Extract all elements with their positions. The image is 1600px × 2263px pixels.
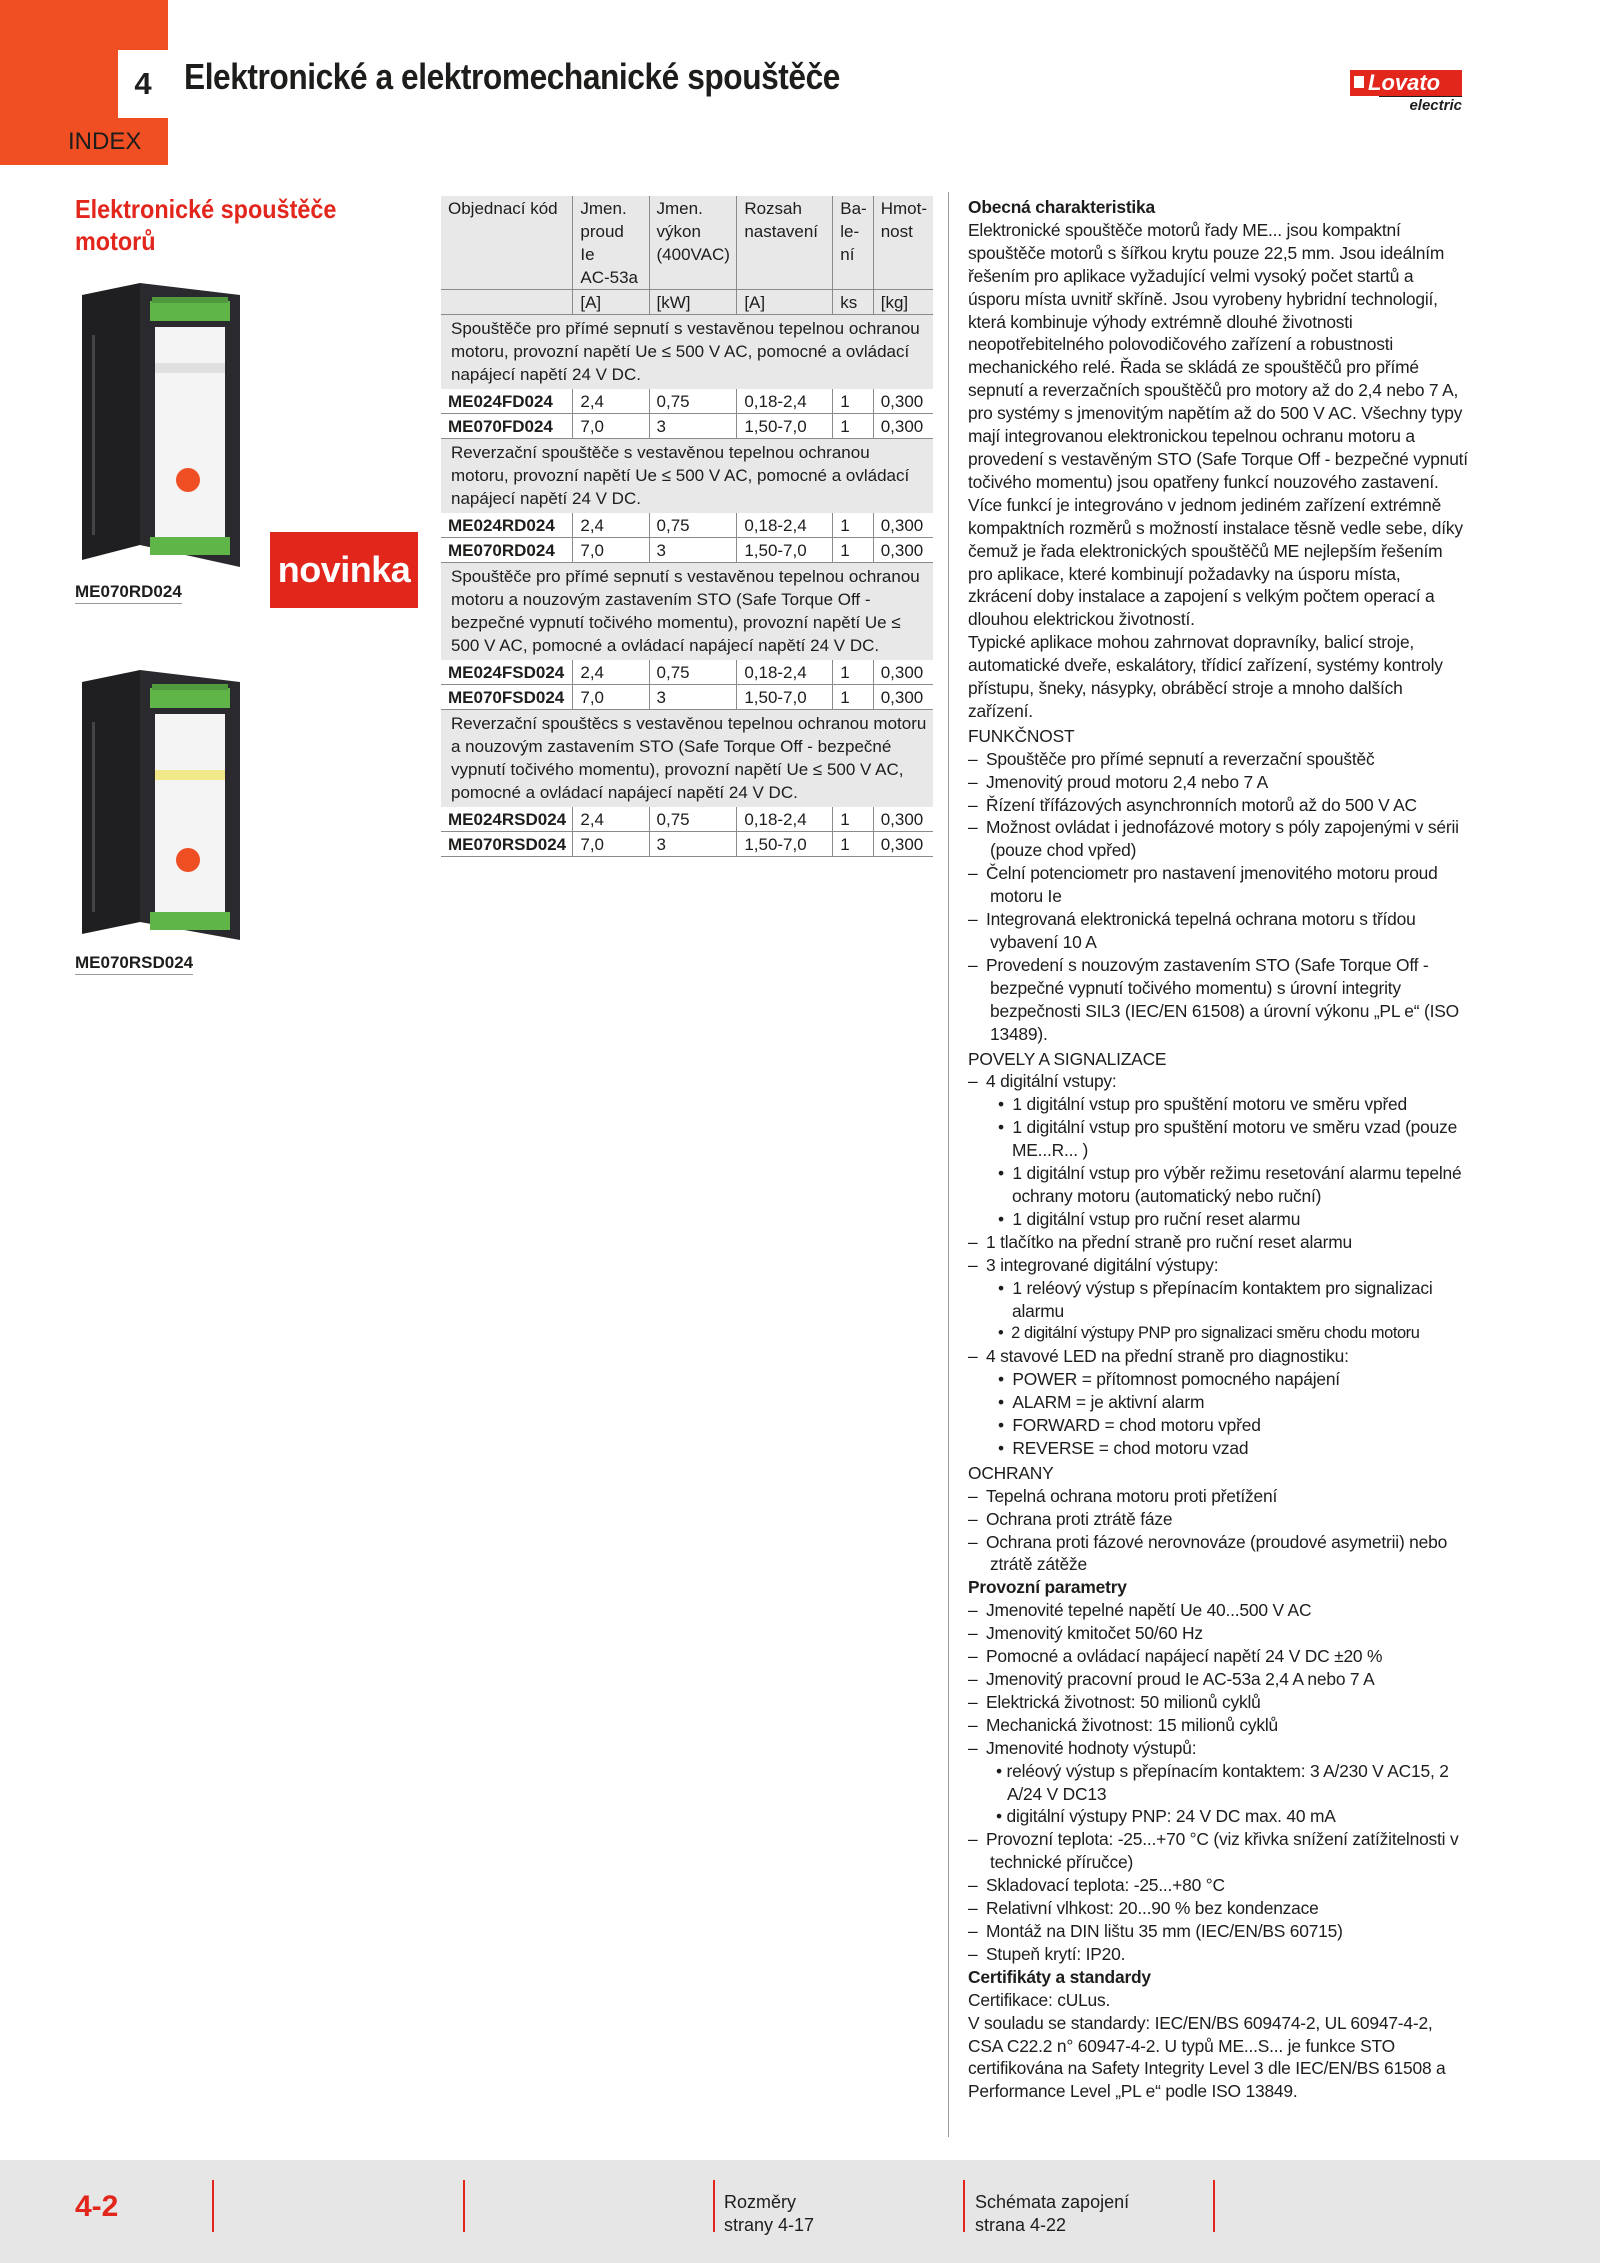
unit-cell: [441, 290, 573, 315]
header-line: Jmen.: [656, 199, 703, 218]
list-item: – Tepelná ochrana motoru proti přetížení: [968, 1485, 1278, 1506]
table-row: [441, 513, 933, 538]
order-code-cell: ME070FSD024: [441, 685, 573, 710]
table-row: [441, 660, 933, 685]
list-item: – Provozní teplota: -25...+70 °C (viz křivka snížení zatížitelnosti v technické příručce): [968, 1829, 1459, 1873]
list-item: – Mechanická životnost: 15 milionů cyklů: [968, 1714, 1279, 1735]
group-description-row: [441, 439, 933, 514]
section-title: Elektronické spouštěče motorů: [75, 194, 337, 256]
group-description: Reverzační spouštěče s vestavěnou tepelnou ochranou motoru, provozní napětí Ue ≤ 500 V AC, pomocné a ovládací napájecí napětí 24 V DC.: [441, 439, 933, 514]
table-row: [441, 538, 933, 563]
table-cell: 1: [833, 414, 873, 439]
sub-list-item: • ALARM = je aktivní alarm: [998, 1392, 1205, 1413]
product-image-me070rsd024: [70, 662, 250, 942]
paragraph: Elektronické spouštěče motorů řady ME... jsou kompaktní spouštěče motorů s šířkou krytu pouze 22,5 mm. Jsou ideálním řešením pro aplikace vyžadující velmi vysoký počet startů a úsporu místa uvnitř skříně. Jsou vyrobeny hybridní technologií, která kombinuje výhody extrémně dlouhé životnosti neopotřebitelného polovodičového zařízení a robustnosti mechanického relé. Řada se skládá ze spouštěčů pro přímé sepnutí a reverzačních spouštěčů pro motory až do 2,4 nebo 7 A, pro systémy s jmenovitým napětím až do 500 V AC. Všechny typy mají integrovanou elektronickou tepelnou ochranu motoru a provedení s vestavěným STO (Safe Torque Off - bezpečné vypnutí točivého momentu) jsou opatřeny funkcí nouzového zastavení.: [968, 219, 1468, 492]
unit-cell: [kg]: [873, 290, 933, 315]
sub-list-item: • REVERSE = chod motoru vzad: [998, 1437, 1249, 1458]
order-code-cell: ME070FD024: [441, 414, 573, 439]
list-item: – 1 tlačítko na přední straně pro ruční reset alarmu: [968, 1231, 1352, 1252]
logo-brand: Lovato: [1368, 70, 1441, 95]
list-item: – Ochrana proti fázové nerovnováze (proudové asymetrii) nebo ztrátě zátěže: [968, 1531, 1448, 1575]
header-line: nost: [880, 222, 913, 241]
section-heading: Certifikáty a standardy: [968, 1966, 1151, 1987]
paragraph: Certifikace: cULus.: [968, 1989, 1111, 2010]
table-cell: 0,75: [649, 660, 737, 685]
list-item: – Ochrana proti ztrátě fáze: [968, 1508, 1173, 1529]
footer-divider: [963, 2180, 965, 2232]
list-item: – Integrovaná elektronická tepelná ochrana motoru s třídou vybavení 10 A: [968, 909, 1416, 952]
table-cell: 1,50-7,0: [737, 685, 833, 710]
dimensions-title: Rozměry: [724, 2192, 797, 2212]
table-cell: 1,50-7,0: [737, 832, 833, 857]
group-description: Reverzační spouštěcs s vestavěnou tepelnou ochranou motoru a nouzovým zastavením STO (Safe Torque Off - bezpečné vypnutí točivého momentu), provozní napětí Ue ≤ 500 V AC, pomocné a ovládací napájecí napětí 24 V DC.: [441, 710, 933, 808]
order-code-cell: ME024FD024: [441, 389, 573, 414]
sub-list-item: • 1 digitální vstup pro spuštění motoru ve směru vzad (pouze ME...R... ): [998, 1117, 1458, 1161]
table-cell: 1: [833, 389, 873, 414]
list-item: – Čelní potenciometr pro nastavení jmenovitého motoru proud motoru Ie: [968, 863, 1438, 907]
description-column: [968, 196, 1468, 2103]
list-item: – Relativní vlhkost: 20...90 % bez kondenzace: [968, 1898, 1319, 1919]
dimensions-pages: strany 4-17: [724, 2215, 815, 2235]
table-cell: 2,4: [573, 807, 649, 832]
wiring-title: Schémata zapojení: [975, 2192, 1130, 2212]
list-item: – Pomocné a ovládací napájecí napětí 24 V DC ±20 %: [968, 1646, 1383, 1667]
page-number: 4-2: [75, 2190, 119, 2223]
wiring-reference[interactable]: [975, 2191, 1129, 2237]
footer-divider: [212, 2180, 214, 2232]
table-cell: 1: [833, 807, 873, 832]
table-cell: 0,300: [873, 538, 933, 563]
list-item: – Jmenovitý kmitočet 50/60 Hz: [968, 1623, 1203, 1644]
footer-divider: [463, 2180, 465, 2232]
table-cell: 0,75: [649, 807, 737, 832]
product-caption: ME070RD024: [75, 582, 182, 604]
table-header-row: [441, 196, 933, 290]
table-cell: 1,50-7,0: [737, 414, 833, 439]
table-units-row: [441, 290, 933, 315]
section-heading: Provozní parametry: [968, 1577, 1127, 1598]
order-code-cell: ME070RSD024: [441, 832, 573, 857]
list-item: – 3 integrované digitální výstupy:: [968, 1254, 1219, 1275]
unit-cell: [A]: [573, 290, 649, 315]
unit-cell: [A]: [737, 290, 833, 315]
product-caption: ME070RSD024: [75, 953, 193, 975]
table-cell: 0,300: [873, 807, 933, 832]
table-cell: 7,0: [573, 414, 649, 439]
table-cell: 1: [833, 513, 873, 538]
table-row: [441, 832, 933, 857]
list-item: – 4 digitální vstupy:: [968, 1071, 1117, 1092]
table-cell: 0,300: [873, 513, 933, 538]
header-line: AC-53a: [580, 268, 639, 287]
list-item: – Elektrická životnost: 50 milionů cyklů: [968, 1691, 1261, 1712]
list-item: – Jmenovitý pracovní proud Ie AC-53a 2,4 A nebo 7 A: [968, 1669, 1375, 1689]
paragraph: Typické aplikace mohou zahrnovat dopravníky, balicí stroje, automatické dveře, eskalátory, třídicí zařízení, systémy kontroly přístupu, šneky, násypky, obráběcí stroje a mnoho dalších zařízení.: [968, 632, 1443, 721]
header-line: ní: [840, 245, 855, 264]
subsection-heading: FUNKČNOST: [968, 725, 1075, 746]
table-header-cell: [737, 196, 833, 290]
list-item: – Možnost ovládat i jednofázové motory s póly zapojenými v sérii (pouze chod vpřed): [968, 817, 1459, 861]
order-code-cell: ME024RD024: [441, 513, 573, 538]
table-cell: 7,0: [573, 832, 649, 857]
group-description-row: [441, 710, 933, 808]
table-cell: 0,300: [873, 414, 933, 439]
list-item: – 4 stavové LED na přední straně pro diagnostiku:: [968, 1346, 1349, 1367]
header-line: Objednací kód: [448, 199, 558, 218]
table-cell: 1: [833, 660, 873, 685]
table-cell: 3: [649, 538, 737, 563]
chapter-title: Elektronické a elektromechanické spouštěče: [184, 56, 840, 97]
table-cell: 7,0: [573, 685, 649, 710]
table-cell: 2,4: [573, 660, 649, 685]
table-cell: 1: [833, 832, 873, 857]
header-line: Hmot-: [880, 199, 927, 218]
order-code-cell: ME024FSD024: [441, 660, 573, 685]
sub-list-item: • 1 digitální vstup pro výběr režimu resetování alarmu tepelné ochrany motoru (automatický nebo ruční): [998, 1163, 1462, 1206]
table-cell: 7,0: [573, 538, 649, 563]
table-cell: 0,300: [873, 660, 933, 685]
logo-sub: electric: [1379, 96, 1462, 114]
product-table: [441, 196, 933, 857]
sub-list-item: • FORWARD = chod motoru vpřed: [998, 1415, 1261, 1436]
header-line: (400VAC): [656, 245, 730, 264]
sub-list-item: • 1 digitální vstup pro ruční reset alarmu: [998, 1208, 1301, 1229]
table-row: [441, 389, 933, 414]
table-header-cell: [649, 196, 737, 290]
column-divider: [948, 192, 949, 2137]
table-row: [441, 685, 933, 710]
list-item: – Řízení třífázových asynchronních motorů až do 500 V AC: [968, 794, 1417, 815]
header-line: nastavení: [744, 222, 819, 241]
unit-cell: ks: [833, 290, 873, 315]
sub-list-item: • 1 digitální vstup pro spuštění motoru ve směru vpřed: [998, 1094, 1408, 1115]
sub-list-item: • POWER = přítomnost pomocného napájení: [998, 1369, 1340, 1390]
list-item: – Stupeň krytí: IP20.: [968, 1943, 1126, 1964]
table-header-cell: [873, 196, 933, 290]
list-item: – Provedení s nouzovým zastavením STO (Safe Torque Off - bezpečné vypnutí točivého momentu) s úrovní integrity bezpečnosti SIL3 (IEC/EN 61508) a úrovní výkonu „PL e“ (ISO 13489).: [968, 954, 1459, 1044]
group-description: Spouštěče pro přímé sepnutí s vestavěnou tepelnou ochranou motoru a nouzovým zastavením STO (Safe Torque Off - bezpečné vypnutí točivého momentu), provozní napětí Ue ≤ 500 V AC, pomocné a ovládací napájecí napětí 24 V DC.: [441, 563, 933, 661]
subsection-heading: POVELY A SIGNALIZACE: [968, 1048, 1167, 1069]
table-cell: 2,4: [573, 513, 649, 538]
product-image-me070rd024: [70, 275, 250, 570]
table-row: [441, 807, 933, 832]
table-cell: 3: [649, 414, 737, 439]
table-header-cell: [441, 196, 573, 290]
header-line: Rozsah: [744, 199, 802, 218]
table-cell: 2,4: [573, 389, 649, 414]
table-cell: 0,18-2,4: [737, 513, 833, 538]
table-cell: 0,300: [873, 685, 933, 710]
header-line: proud Ie: [580, 222, 624, 264]
list-item: – Jmenovité tepelné napětí Ue 40...500 V AC: [968, 1600, 1312, 1621]
table-cell: 0,300: [873, 832, 933, 857]
paragraph: V souladu se standardy: IEC/EN/BS 609474-2, UL 60947-4-2, CSA C22.2 n° 60947-4-2. U typů ME...S... je funkce STO certifikována na Safety Integrity Level 3 dle IEC/EN/BS 61508 a Performance Level „PL e“ podle ISO 13849.: [968, 2012, 1446, 2102]
table-cell: 0,75: [649, 389, 737, 414]
subsection-heading: OCHRANY: [968, 1462, 1054, 1483]
list-item: – Jmenovité hodnoty výstupů:: [968, 1737, 1197, 1758]
section-heading: Obecná charakteristika: [968, 197, 1155, 217]
footer-divider: [713, 2180, 715, 2232]
wiring-page: strana 4-22: [975, 2215, 1067, 2235]
list-item: – Skladovací teplota: -25...+80 °C: [968, 1875, 1225, 1896]
sub-list-item: • digitální výstupy PNP: 24 V DC max. 40 mA: [996, 1806, 1336, 1827]
table-cell: 0,18-2,4: [737, 389, 833, 414]
sub-list-item: • reléový výstup s přepínacím kontaktem: 3 A/230 V AC15, 2 A/24 V DC13: [996, 1760, 1449, 1804]
list-item: – Spouštěče pro přímé sepnutí a reverzační spouštěč: [968, 748, 1375, 769]
table-cell: 0,75: [649, 513, 737, 538]
new-badge: novinka: [270, 532, 418, 608]
table-row: [441, 414, 933, 439]
table-cell: 3: [649, 685, 737, 710]
header-line: výkon: [656, 222, 701, 241]
group-description-row: [441, 315, 933, 390]
list-item: – Montáž na DIN lištu 35 mm (IEC/EN/BS 60715): [968, 1920, 1343, 1941]
lovato-logo: [1350, 70, 1462, 114]
table-cell: 3: [649, 832, 737, 857]
table-cell: 0,18-2,4: [737, 807, 833, 832]
order-code-cell: ME024RSD024: [441, 807, 573, 832]
header-line: Jmen.: [580, 199, 627, 218]
table-cell: 1: [833, 538, 873, 563]
table-cell: 0,18-2,4: [737, 660, 833, 685]
group-description-row: [441, 563, 933, 661]
table-header-cell: [833, 196, 873, 290]
table-header-cell: [573, 196, 649, 290]
table-cell: 1: [833, 685, 873, 710]
paragraph: Více funkcí je integrováno v jednom jediném zařízení extrémně kompaktních rozměrů s možností instalace těsně vedle sebe, díky čemuž je řada elektronických spouštěčů ME nejlepším řešením pro aplikace, které kombinují požadavky na úsporu místa, zkrácení doby instalace a zapojení s velkým počtem operací a dlouhou elektrickou životností.: [968, 494, 1463, 630]
order-code-cell: ME070RD024: [441, 538, 573, 563]
sub-list-item: • 2 digitální výstupy PNP pro signalizaci směru chodu motoru: [998, 1324, 1420, 1343]
unit-cell: [kW]: [649, 290, 737, 315]
header-line: le-: [840, 222, 860, 241]
chapter-number: 4: [118, 50, 168, 118]
table-cell: 0,300: [873, 389, 933, 414]
sub-list-item: • 1 reléový výstup s přepínacím kontaktem pro signalizaci alarmu: [998, 1277, 1433, 1321]
dimensions-reference[interactable]: [724, 2191, 814, 2237]
index-link[interactable]: INDEX: [68, 128, 142, 155]
list-item: – Jmenovitý proud motoru 2,4 nebo 7 A: [968, 771, 1269, 792]
header-line: Ba-: [840, 199, 867, 218]
table-cell: 1,50-7,0: [737, 538, 833, 563]
footer-divider: [1213, 2180, 1215, 2232]
group-description: Spouštěče pro přímé sepnutí s vestavěnou tepelnou ochranou motoru, provozní napětí Ue ≤ 500 V AC, pomocné a ovládací napájecí napětí 24 V DC.: [441, 315, 933, 390]
